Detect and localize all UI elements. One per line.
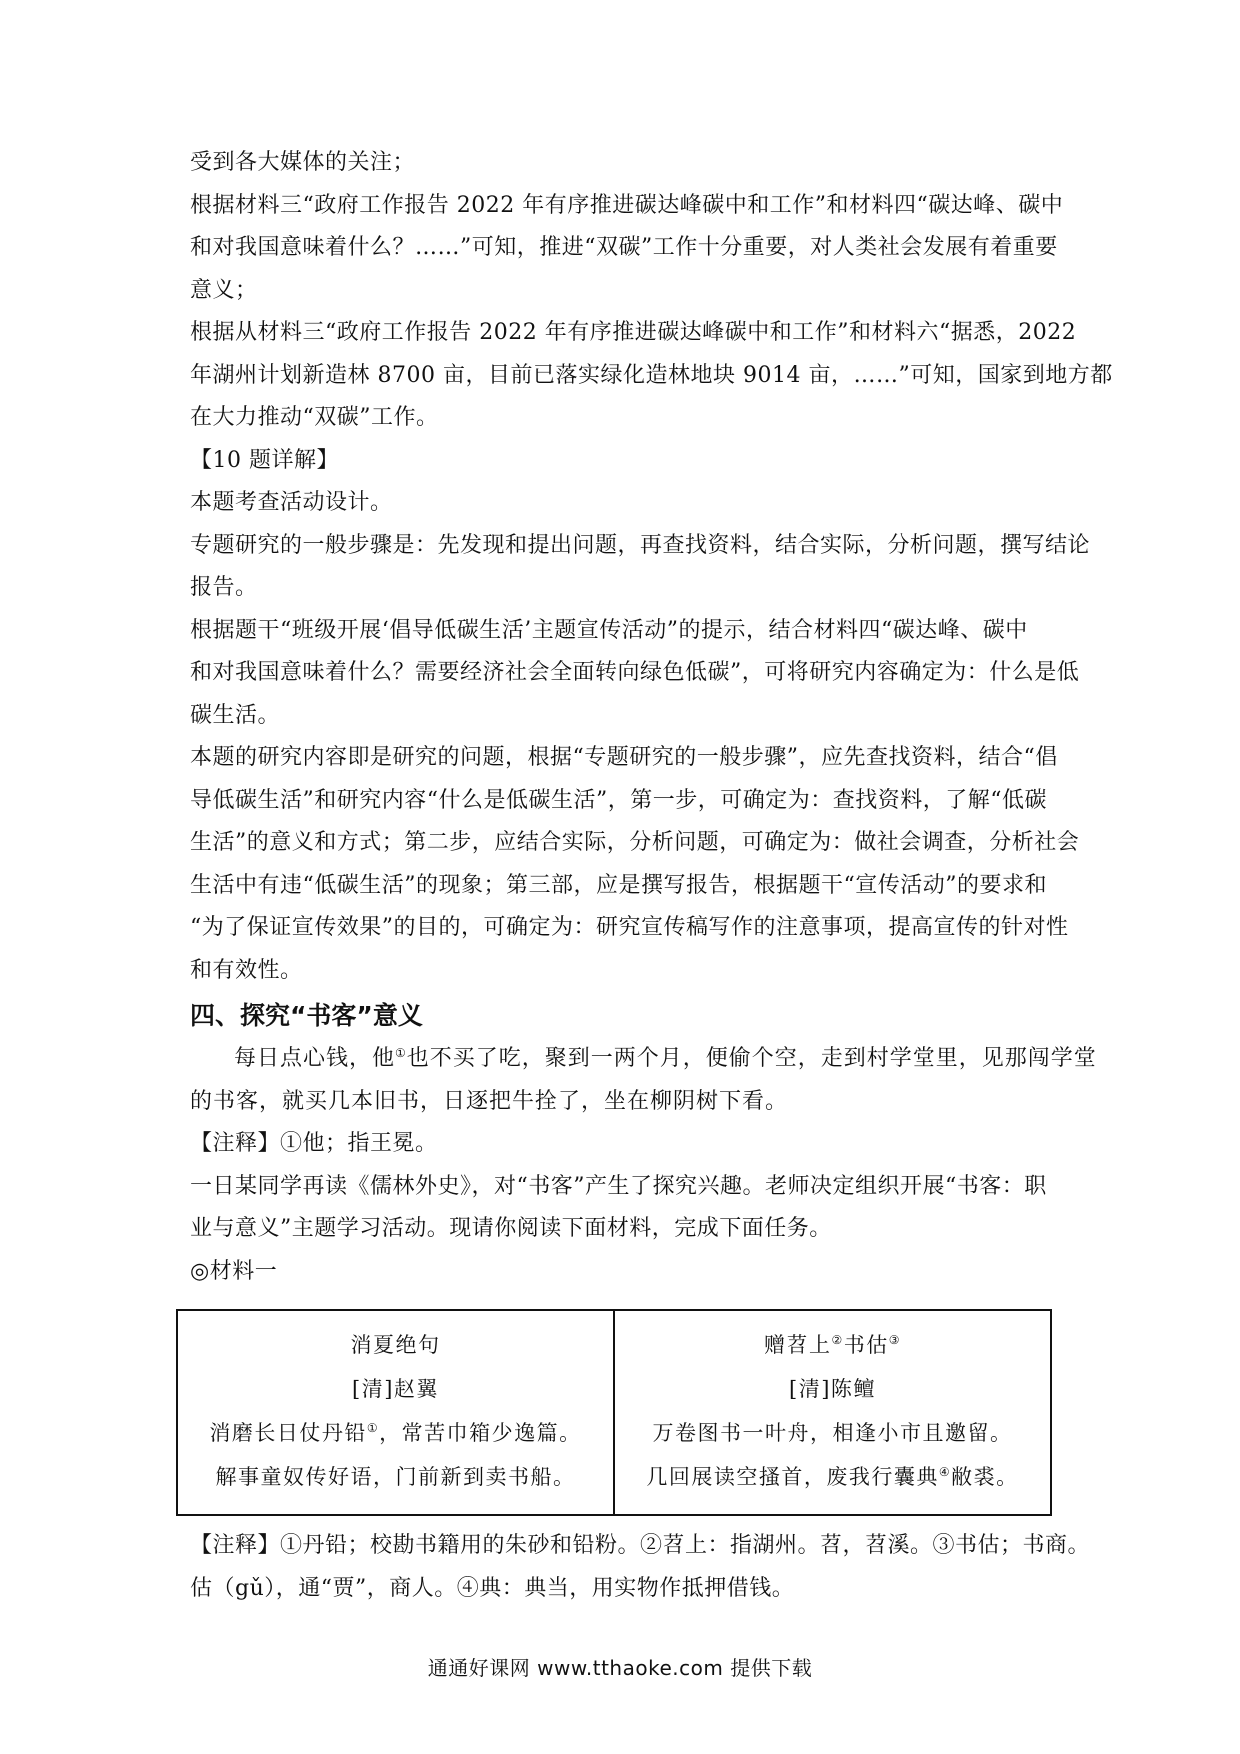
text-line: 专题研究的一般步骤是：先发现和提出问题，再查找资料，结合实际，分析问题，撰写结论: [190, 532, 1091, 558]
answer-explanation: [190, 142, 1113, 1293]
text-line: 业与意义”主题学习活动。现请你阅读下面材料，完成下面任务。: [190, 1216, 832, 1241]
text-line: 一日某同学再读《儒林外史》，对“书客”产生了探究兴趣。老师决定组织开展“书客：职: [190, 1173, 1047, 1199]
text-line: 和对我国意味着什么？需要经济社会全面转向绿色低碳”，可将研究内容确定为：什么是低: [190, 660, 1080, 685]
poem-table: [176, 1309, 1052, 1516]
poem-title: 消夏绝句: [350, 1333, 441, 1357]
footnote-marker: ③: [888, 1333, 902, 1347]
text-line: 生活”的意义和方式；第二步，应结合实际，分析问题，可确定为：做社会调查，分析社会: [190, 830, 1080, 855]
text-line: 根据题干“班级开展‘倡导低碳生活’主题宣传活动”的提示，结合材料四“碳达峰、碳中: [190, 617, 1028, 643]
poem-text: 消磨长日仗丹铅: [209, 1421, 367, 1445]
annotation-line: 【注释】①丹铅；校勘书籍用的朱砂和铅粉。②苕上：指湖州。苕，苕溪。③书估；书商。: [190, 1533, 1091, 1558]
page-footer: 通通好课网 www.tthaoke.com 提供下载: [427, 1656, 813, 1680]
text-line: 年湖州计划新造林 8700 亩，目前已落实绿化造林地块 9014 亩，……”可知，国家到地方都: [190, 362, 1113, 388]
text-line: 导低碳生活”和研究内容“什么是低碳生活”，第一步，可确定为：查找资料，了解“低碳: [190, 787, 1047, 813]
footnote-marker: ④: [938, 1465, 952, 1479]
footnote-marker: ①: [395, 1046, 407, 1060]
poem-line: [178, 1411, 613, 1455]
poem-text: 敝裘。: [951, 1465, 1019, 1489]
text-line: 根据材料三“政府工作报告 2022 年有序推进碳达峰碳中和工作”和材料四“碳达峰、碳中: [190, 192, 1064, 218]
quote-text: 每日点心钱，他: [234, 1046, 396, 1071]
text-line: 意义；: [190, 277, 258, 303]
poem-author: [清]赵翼: [352, 1377, 439, 1401]
text-line: 在大力推动“双碳”工作。: [190, 405, 439, 430]
annotation-line: 【注释】①他；指王冕。: [190, 1131, 438, 1156]
poem-text: 几回展读空搔首，废我行囊典: [646, 1465, 939, 1489]
text-line: 受到各大媒体的关注；: [190, 150, 416, 175]
annotation-line: 估（gǔ），通“贾”，商人。④典：典当，用实物作抵押借钱。: [190, 1575, 795, 1601]
poem-line: 解事童奴传好语，门前新到卖书船。: [215, 1465, 576, 1489]
poem-left: [178, 1311, 613, 1514]
footnote-marker: ②: [831, 1333, 844, 1347]
poem-author: [清]陈鳣: [789, 1377, 876, 1401]
quote-line: [190, 1038, 1097, 1081]
question-10-label: 【10 题详解】: [190, 447, 339, 473]
quote-line: 的书客，就买几本旧书，日逐把牛拴了，坐在柳阴树下看。: [190, 1088, 789, 1114]
poem-title-text: 赠苕上: [763, 1333, 832, 1357]
poem-right: [613, 1311, 1050, 1514]
text-line: 报告。: [190, 575, 258, 600]
text-line: “为了保证宣传效果”的目的，可确定为：研究宣传稿写作的注意事项，提高宣传的针对性: [190, 915, 1069, 940]
footnote-marker: ①: [366, 1421, 380, 1435]
poem-notes: [190, 1525, 1091, 1610]
text-line: 本题的研究内容即是研究的问题，根据“专题研究的一般步骤”，应先查找资料，结合“倡: [190, 745, 1058, 770]
text-line: 生活中有违“低碳生活”的现象；第三部，应是撰写报告，根据题干“宣传活动”的要求和: [190, 872, 1047, 898]
quote-text: 也不买了吃，聚到一两个月，便偷个空，走到村学堂里，见那闯学堂: [406, 1046, 1097, 1071]
text-line: 本题考查活动设计。: [190, 490, 393, 515]
section-heading: 四、探究“书客”意义: [190, 1001, 423, 1030]
text-line: 和对我国意味着什么？……”可知，推进“双碳”工作十分重要，对人类社会发展有着重要: [190, 235, 1058, 260]
text-line: 根据从材料三“政府工作报告 2022 年有序推进碳达峰碳中和工作”和材料六“据悉，2022: [190, 320, 1077, 345]
material-label: ◎材料一: [190, 1258, 278, 1284]
poem-title-text: 书估: [843, 1333, 889, 1357]
poem-title: [615, 1323, 1050, 1367]
text-line: 和有效性。: [190, 957, 303, 983]
text-line: 碳生活。: [190, 702, 281, 728]
poem-line: 万卷图书一叶舟，相逢小市且邀留。: [652, 1421, 1013, 1445]
poem-text: ，常苦巾箱少逸篇。: [379, 1421, 582, 1445]
poem-line: [615, 1455, 1050, 1499]
